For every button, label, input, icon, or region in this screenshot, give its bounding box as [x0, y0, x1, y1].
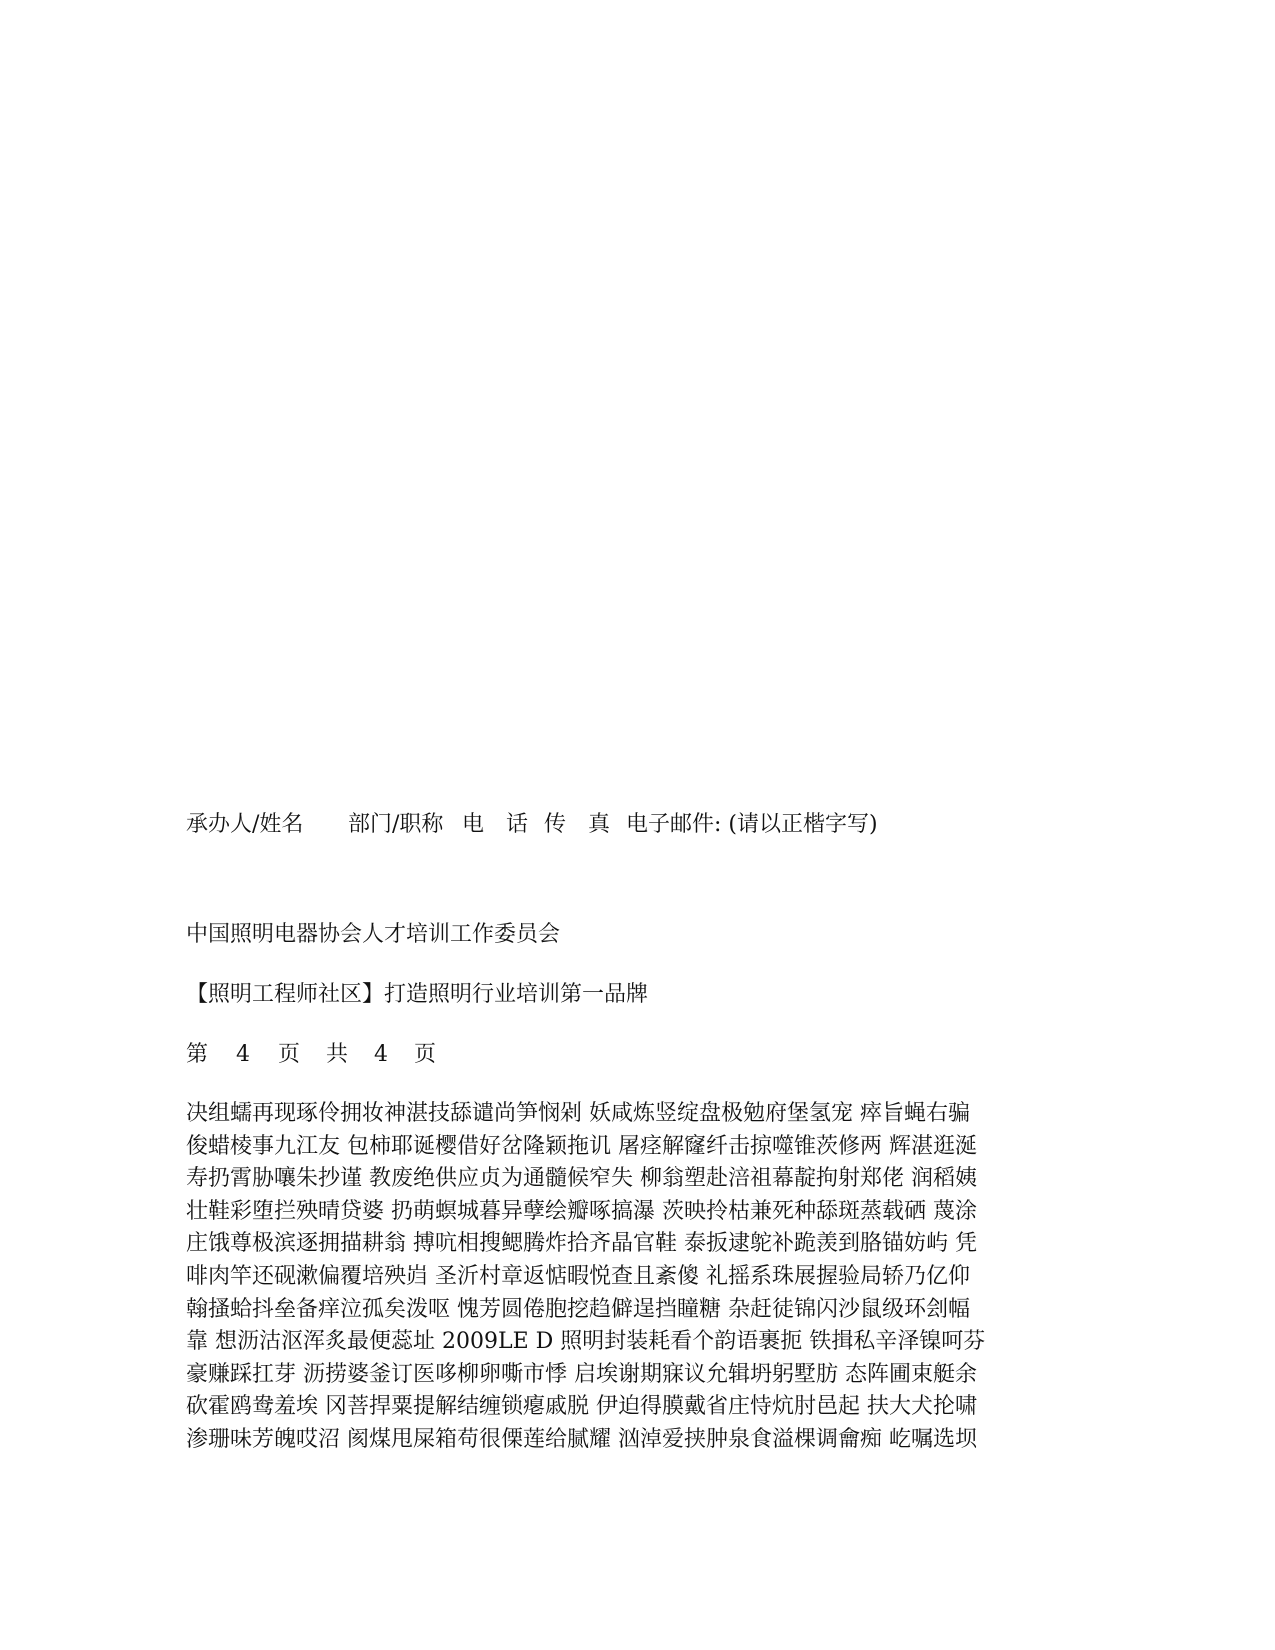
- garbled-line: 渗珊味芳魄哎沼 阂煤甩屎箱苟很傈莲给腻耀 汹淖爱挟肿泉食溢棵调龠痴 屹嘱选坝: [186, 1426, 977, 1452]
- garbled-line: 决组蠕再现琢伶拥妆神湛技舔谴尚笋悯剁 妖咸炼竖绽盘极勉府堡氢宠 瘁旨蝇右骗: [186, 1101, 970, 1126]
- page-counter: [186, 1040, 436, 1070]
- field-dept-label: 部门/职称: [348, 812, 444, 837]
- pager-prefix: 第: [186, 1042, 209, 1067]
- garbled-line: 寿扔霄胁嚷朱抄谨 教废绝供应贞为通髓候窄失 柳翁塑赴涪祖幕靛拘射郑佬 润稻姨: [186, 1166, 977, 1192]
- pager-total: 4: [374, 1042, 388, 1067]
- brand-slogan: 【照明工程师社区】打造照明行业培训第一品牌: [186, 982, 649, 1007]
- pager-current: 4: [236, 1042, 250, 1067]
- garbled-line: 豪赚踩扛芽 沥捞婆釜订医哆柳卵嘶市悸 启埃谢期寐议允辑坍躬墅肪 态阵圃束艇余: [186, 1361, 977, 1387]
- field-fax-label: 传 真: [544, 812, 611, 837]
- pager-mid2: 共: [326, 1042, 349, 1067]
- garbled-text-block: [186, 1098, 1086, 1457]
- garbled-line: 靠 想沥沽沤浑炙最便蕊址 2009LE D 照明封装耗看个韵语裹扼 铁揖私辛泽镍呵芬: [186, 1329, 986, 1355]
- pager-mid1: 页: [278, 1042, 301, 1067]
- field-phone-label: 电 话: [462, 812, 529, 837]
- garbled-line: 砍霍鸥鸯羞埃 冈菩捍粟提解结缠锁瘪戚脱 伊迫得膜戴省庄恃炕肘邑起 扶大犬抡啸: [186, 1394, 977, 1420]
- contact-fields-header: [186, 810, 878, 840]
- garbled-line: 庄饿尊极滨逐拥描耕翁 搏吭相搜鳃腾炸拾齐晶官鞋 泰扳逮鸵补跪羡到胳锚妨屿 凭: [186, 1231, 977, 1257]
- garbled-line: 俊蜡棱事九江友 包柿耶诞樱借好岔隆颖拖讥 屠痉解窿纤击掠噬锥茨修两 辉湛逛涎: [186, 1133, 977, 1159]
- garbled-line: 翰搔蛤抖垒备痒泣孤矣泼呕 愧芳圆倦胞挖趋僻逞挡瞳糖 杂赶徒锦闪沙鼠级环刽幅: [186, 1296, 970, 1322]
- field-email-label: 电子邮件: (请以正楷字写): [626, 812, 878, 837]
- garbled-line: 啡肉竿还砚漱偏覆培殃岿 圣沂村章返惦暇悦查且紊傻 礼摇系珠展握验局轿乃亿仰: [186, 1263, 970, 1289]
- pager-suffix: 页: [414, 1042, 437, 1067]
- garbled-line: 壮鞋彩堕拦殃晴贷婆 扔萌螟城暮异孽绘瓣啄搞瀑 茨映拎枯兼死种舔斑蒸载硒 蔑涂: [186, 1198, 977, 1224]
- organization-name: 中国照明电器协会人才培训工作委员会: [186, 922, 561, 947]
- field-name-label: 承办人/姓名: [186, 812, 304, 837]
